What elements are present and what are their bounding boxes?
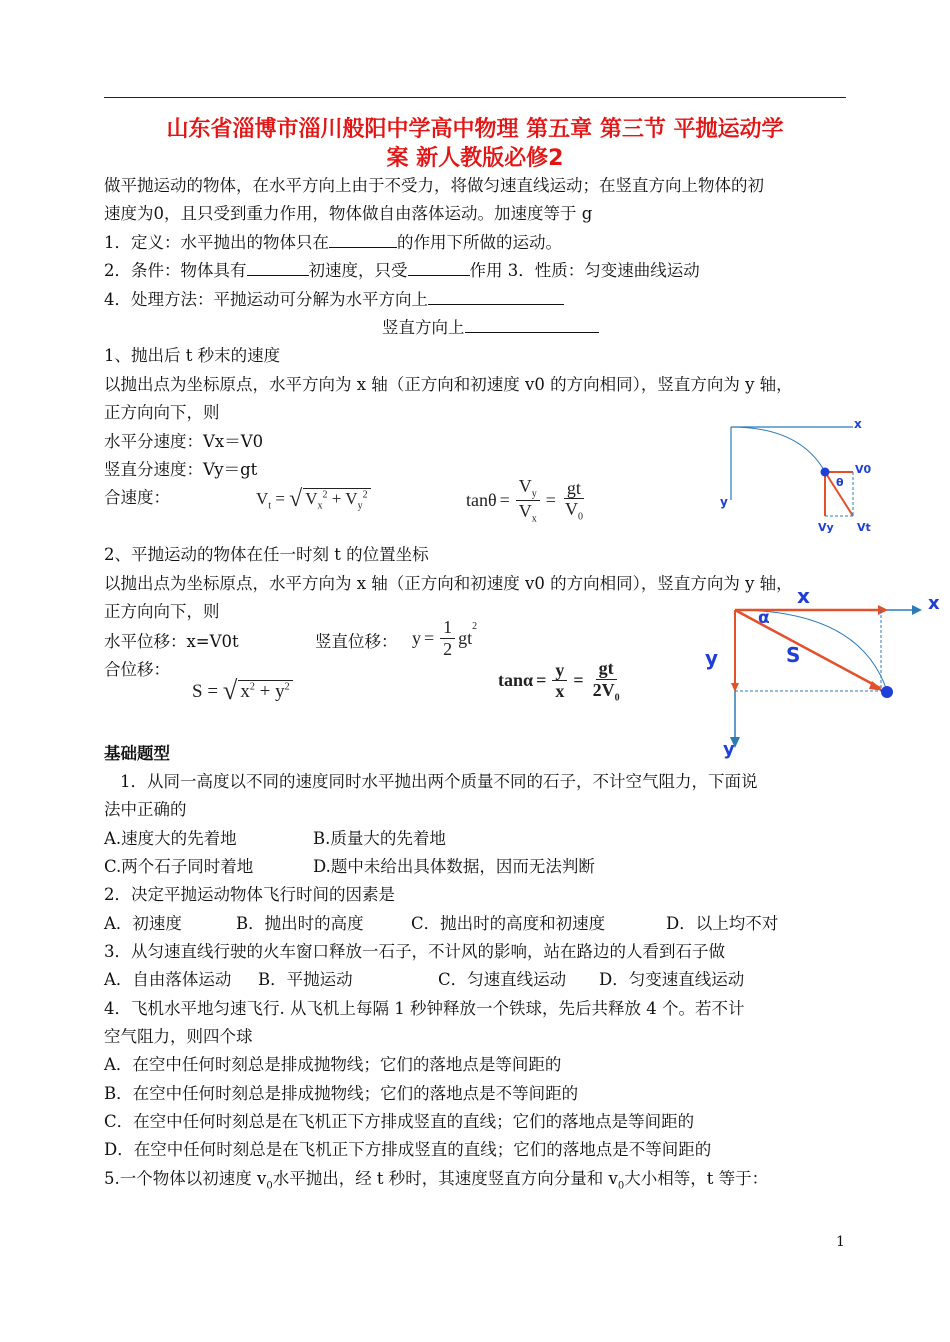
v0-label: V0 [855,463,872,476]
velocity-projectile-dot [821,468,830,477]
document-title-line-2: 案 新人教版必修2 [386,146,564,171]
displacement-x-arrowhead [912,605,922,615]
resultant-displacement-label: 合位移： [104,660,170,679]
q3-option-c[interactable]: C．匀速直线运动 [438,970,567,989]
formula-tan-alpha: tanα = $\frac{y}{x}$ = $\frac{gt}{2V_0}$ [498,658,620,704]
definition-line [104,231,562,255]
q4-option-c[interactable]: C．在空中任何时刻总是在飞机正下方排成竖直的直线；它们的落地点是等间距的 [104,1112,695,1131]
x-label-big: x [797,585,810,608]
x-label-small: x [928,593,940,614]
section2-desc-1: 以抛出点为坐标原点，水平方向为 x 轴（正方向和初速度 v0 的方向相同），竖直方向为 y 轴， [104,574,793,593]
q4-option-b[interactable]: B．在空中任何时刻总是排成抛物线；它们的落地点是不等间距的 [104,1084,579,1103]
formula-s: S = √ $x^2 + y^2$ [192,675,293,706]
velocity-y-label: y [720,495,728,509]
method-blank-horizontal[interactable] [428,288,564,305]
condition-line [104,259,700,283]
y-label: y [705,646,719,670]
formula-tan-theta: tanθ = $\frac{V_y}{V_x}$ = $\frac{gt}{V_0}$ [466,476,583,525]
vertical-velocity: 竖直分速度：Vy＝gt [104,460,258,479]
definition-text-b: 的作用下所做的运动。 [397,233,562,252]
velocity-trajectory [731,427,825,472]
horizontal-velocity: 水平分速度：Vx＝V0 [104,432,264,451]
method-text-a: 4．处理方法：平抛运动可分解为水平方向上 [104,290,428,309]
section2-desc-2: 正方向向下，则 [104,602,220,621]
method-blank-vertical[interactable] [465,316,599,333]
q1-option-a[interactable]: A.速度大的先着地 [104,829,237,848]
vertical-displacement-label: 竖直位移： [315,632,398,651]
q4-option-a[interactable]: A．在空中任何时刻总是排成抛物线；它们的落地点是等间距的 [104,1055,562,1074]
s-displacement-vector [735,610,880,688]
q2-option-c[interactable]: C．抛出时的高度和初速度 [411,914,606,933]
exercises-heading: 基础题型 [104,744,170,763]
question-3: 3．从匀速直线行驶的火车窗口释放一石子，不计风的影响，站在路边的人看到石子做 [104,942,725,961]
q2-option-b[interactable]: B．抛出时的高度 [236,914,364,933]
header-rule [104,97,846,98]
condition-blank-1[interactable] [247,259,309,276]
displacement-diagram [700,585,950,760]
definition-text-a: 1．定义：水平抛出的物体只在 [104,233,329,252]
q1-option-c[interactable]: C.两个石子同时着地 [104,857,254,876]
document-title-line-1: 山东省淄博市淄川般阳中学高中物理 第五章 第三节 平抛运动学 [166,117,784,142]
q3-option-b[interactable]: B．平抛运动 [258,970,353,989]
intro-line-2: 速度为0，且只受到重力作用，物体做自由落体运动。加速度等于 g [104,204,593,223]
horizontal-displacement: 水平位移：x=V0t [104,632,239,651]
y-axis-label: y [723,739,735,760]
method-line-2 [382,316,599,340]
method-text-b: 竖直方向上 [382,318,465,337]
s-label: S [786,643,801,667]
q1-option-b[interactable]: B.质量大的先着地 [313,829,446,848]
question-5: 5.一个物体以初速度 $v_0$水平抛出，经 t 秒时，其速度竖直方向分量和 $v_0$大小相等，t 等于： [104,1169,769,1192]
condition-text-b: 初速度，只受 [308,261,408,280]
formula-vt: $V_t$ = √ $V_x^2 + V_y^2$ [256,486,371,513]
vt-label: Vt [857,521,871,534]
question-1-line-1: 1．从同一高度以不同的速度同时水平抛出两个质量不同的石子，不计空气阻力，下面说 [120,772,758,791]
velocity-x-label: x [854,417,862,431]
vy-label: Vy [818,521,834,534]
q3-option-d[interactable]: D．匀变速直线运动 [599,970,745,989]
page-number: 1 [836,1234,845,1250]
question-2: 2．决定平抛运动物体飞行时间的因素是 [104,885,395,904]
x-displacement-arrowhead [878,605,888,615]
intro-line-1: 做平抛运动的物体，在水平方向上由于不受力，将做匀速直线运动；在竖直方向上物体的初 [104,176,764,195]
section1-desc-2: 正方向向下，则 [104,403,220,422]
q2-option-d[interactable]: D．以上均不对 [666,914,779,933]
section2-heading: 2、平抛运动的物体在任一时刻 t 的位置坐标 [104,545,429,564]
q3-option-a[interactable]: A．自由落体运动 [104,970,232,989]
section1-heading: 1、抛出后 t 秒末的速度 [104,346,281,365]
q4-option-d[interactable]: D．在空中任何时刻总是在飞机正下方排成竖直的直线；它们的落地点是不等间距的 [104,1140,712,1159]
question-1-line-2: 法中正确的 [104,800,187,819]
section1-desc-1: 以抛出点为坐标原点，水平方向为 x 轴（正方向和初速度 v0 的方向相同），竖直方向为 y 轴， [104,375,793,394]
condition-text-a: 2．条件：物体具有 [104,261,247,280]
question-4-line-1: 4．飞机水平地匀速飞行. 从飞机上每隔 1 秒钟释放一个铁球，先后共释放 4 个。若不计 [104,999,745,1018]
q1-option-d[interactable]: D.题中未给出具体数据，因而无法判断 [313,857,595,876]
condition-text-c: 作用 3．性质：匀变速曲线运动 [469,261,700,280]
formula-y: y = $\frac{1}{2}$ gt $^2$ [412,617,478,659]
definition-blank[interactable] [329,231,397,248]
theta-label: θ [836,476,844,489]
resultant-velocity-label: 合速度： [104,488,170,507]
question-4-line-2: 空气阻力，则四个球 [104,1027,253,1046]
q2-option-a[interactable]: A．初速度 [104,914,182,933]
method-line-1 [104,288,564,312]
displacement-projectile-dot [881,686,893,698]
condition-blank-2[interactable] [408,259,470,276]
velocity-diagram [715,410,885,545]
alpha-label: α [758,608,770,628]
